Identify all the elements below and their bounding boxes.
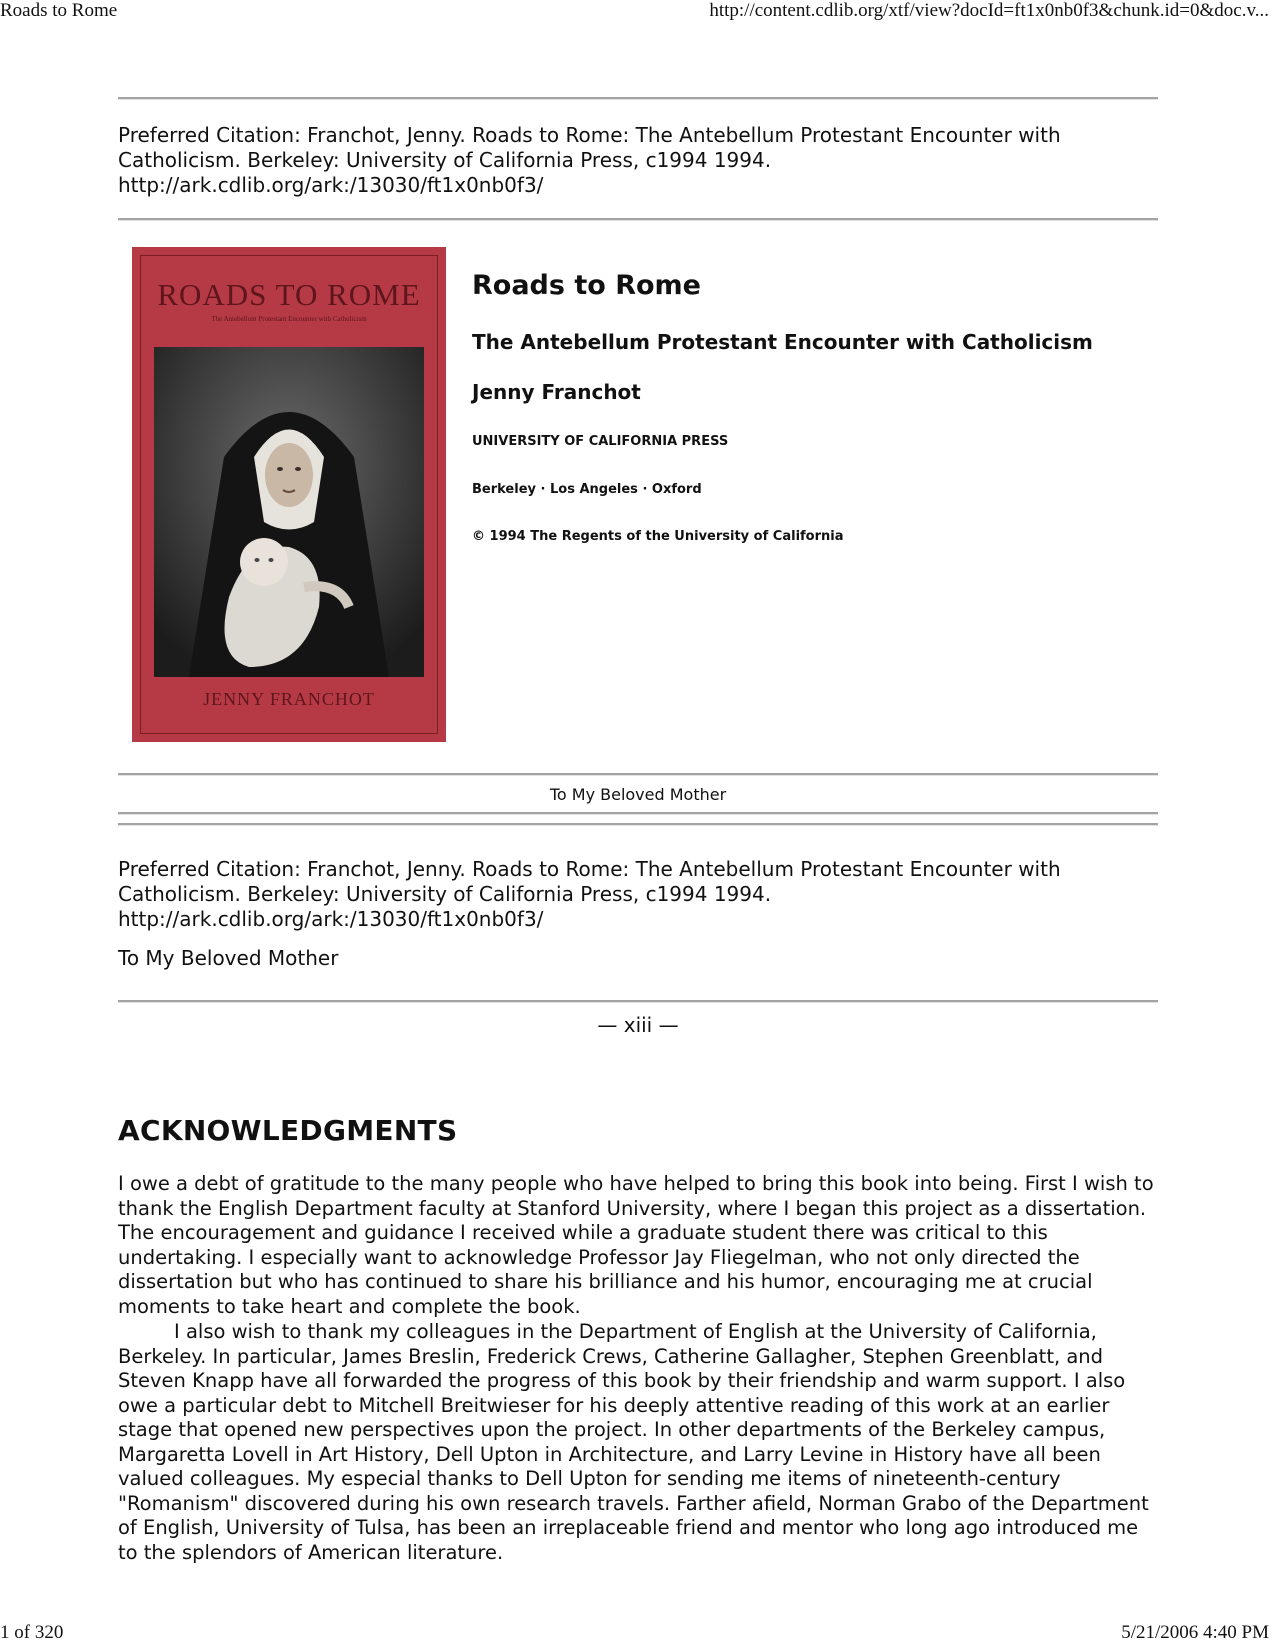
citation-block-2 [118,857,1158,932]
citation-block-1 [118,123,1158,198]
citation-link[interactable]: http://ark.cdlib.org/ark:/13030/ft1x0nb0f3/ [118,173,544,197]
divider-before-page-number [118,1000,1158,1003]
copyright-notice: © 1994 The Regents of the University of California [472,529,844,544]
dedication-text: To My Beloved Mother [118,946,339,970]
citation-line-2: Catholicism. Berkeley: University of California Press, c1994 1994. [118,148,772,172]
citation-line-1: Preferred Citation: Franchot, Jenny. Roads to Rome: The Antebellum Protestant Encounter with [118,857,1061,881]
divider-after-citation [118,218,1158,221]
acknowledgments-paragraph-1: I owe a debt of gratitude to the many people who have helped to bring this book into being. First I wish to thank the English Department faculty at Stanford University, where I began this project as a dissertation. The encouragement and guidance I received while a graduate student there was critical to this undertaking. I especially want to acknowledge Professor Jay Fliegelman, who not only directed the dissertation but who has continued to share his brilliance and his humor, encouraging me at crucial moments to take heart and complete the book. [118,1172,1154,1318]
book-cover-image [132,247,446,742]
print-header-title: Roads to Rome [0,0,118,21]
divider-before-dedication [118,773,1158,776]
citation-line-2: Catholicism. Berkeley: University of California Press, c1994 1994. [118,882,772,906]
cover-photo-nun-and-child [154,347,424,677]
cover-title: ROADS TO ROME [157,277,421,312]
cover-subtitle: The Antebellum Protestant Encounter with Catholicism [211,315,367,323]
publisher-places: Berkeley · Los Angeles · Oxford [472,482,702,497]
print-header [0,0,1275,24]
divider-top [118,97,1158,100]
book-author: Jenny Franchot [472,380,641,404]
publisher: UNIVERSITY OF CALIFORNIA PRESS [472,434,729,449]
dedication-centered: To My Beloved Mother [549,785,727,804]
acknowledgments-heading: ACKNOWLEDGMENTS [118,1114,458,1147]
citation-line-1: Preferred Citation: Franchot, Jenny. Roads to Rome: The Antebellum Protestant Encounter with [118,123,1061,147]
citation-link[interactable]: http://ark.cdlib.org/ark:/13030/ft1x0nb0f3/ [118,907,544,931]
book-subtitle: The Antebellum Protestant Encounter with Catholicism [472,330,1093,354]
print-footer [0,1622,1275,1646]
cover-author: JENNY FRANCHOT [203,689,375,709]
divider-after-dedication-2 [118,823,1158,826]
book-title: Roads to Rome [472,270,701,301]
divider-after-dedication-1 [118,812,1158,815]
print-header-url: http://content.cdlib.org/xtf/view?docId=ft1x0nb0f3&chunk.id=0&doc.v... [709,0,1269,21]
print-footer-datetime: 5/21/2006 4:40 PM [1121,1622,1269,1643]
page-number-marker: — xiii — [597,1013,679,1037]
print-footer-page-count: 1 of 320 [0,1622,64,1643]
acknowledgments-paragraph-2: I also wish to thank my colleagues in the Department of English at the University of California, Berkeley. In particular, James Breslin, Frederick Crews, Catherine Gallagher, Stephen Greenblatt, and Steven Knapp have all forwarded the progress of this book by their friendship and warm support. I also owe a particular debt to Mitchell Breitwieser for his deeply attentive reading of this work at an earlier stage that opened new perspectives upon the project. In other departments of the Berkeley campus, Margaretta Lovell in Art History, Dell Upton in Architecture, and Larry Levine in History have all been valued colleagues. My especial thanks to Dell Upton for sending me items of nineteenth-century "Romanism" discovered during his own research travels. Farther afield, Norman Grabo of the Department of English, University of Tulsa, has been an irreplaceable friend and mentor who long ago introduced me to the splendors of American literature. [118,1320,1149,1564]
